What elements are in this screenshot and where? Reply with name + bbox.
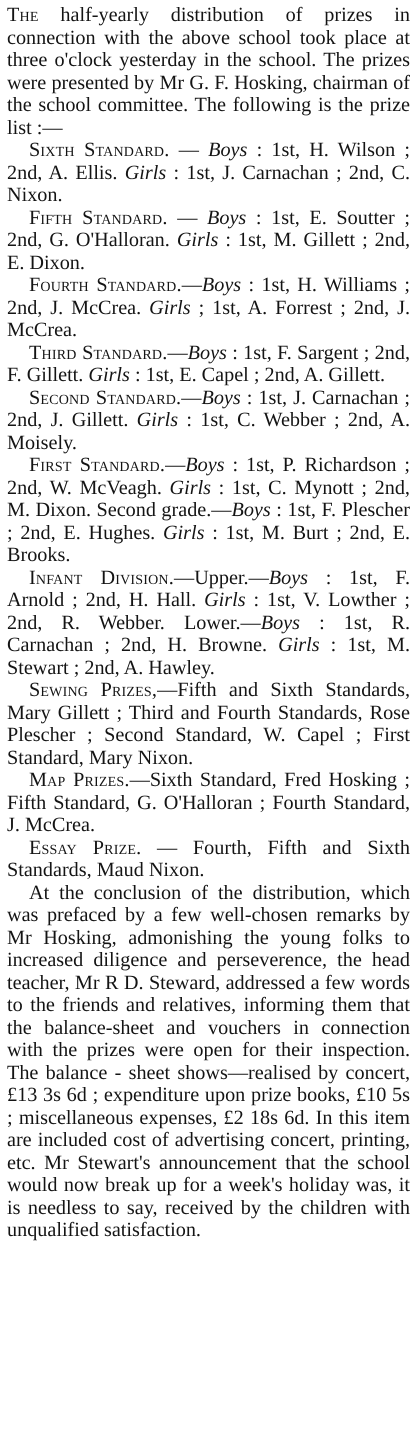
map-prizes-text: —Sixth Standard, Fred Hosking ; Fifth Standard, G. O'Halloran ; Fourth Standard, J. McCrea.	[7, 769, 410, 836]
infant-lower-boys-label: Boys	[260, 611, 300, 634]
fifth-girls-label: Girls	[176, 229, 219, 251]
intro-paragraph	[7, 4, 410, 139]
sewing-prizes-paragraph	[7, 679, 410, 769]
sixth-girls-label: Girls	[124, 161, 167, 184]
infant-division-heading: Infant Division.	[29, 566, 174, 589]
third-standard-heading: Third Standard.	[29, 341, 168, 364]
intro-lead-word: The	[7, 4, 39, 26]
infant-upper-boys-list: : 1st, F. Arnold ; 2nd, H. Hall.	[7, 566, 410, 611]
second-standard-paragraph	[7, 387, 410, 455]
second-standard-heading: Second Standard.	[29, 386, 182, 409]
infant-lower-girls-label: Girls	[278, 634, 320, 656]
first-standard-paragraph	[7, 454, 410, 567]
fifth-standard-dash: —	[167, 206, 208, 229]
map-prizes-paragraph	[7, 769, 410, 837]
essay-prize-heading: Essay Prize.	[29, 836, 142, 859]
sixth-boys-label: Boys	[208, 139, 248, 161]
fifth-boys-label: Boys	[207, 206, 247, 229]
map-prizes-heading: Map Prizes.	[29, 769, 130, 791]
fifth-girls-list: : 1st, M. Gillett ; 2nd, E. Dixon.	[7, 229, 410, 274]
essay-prize-paragraph	[7, 837, 410, 882]
third-standard-paragraph	[7, 342, 410, 387]
second-standard-dash: —	[181, 386, 202, 409]
second-grade-boys-list: : 1st, F. Plescher ; 2nd, E. Hughes.	[7, 499, 410, 544]
second-boys-list: : 1st, J. Carnachan ; 2nd, J. Gillett.	[7, 386, 410, 431]
infant-upper-boys-label: Boys	[268, 566, 309, 589]
infant-upper-girls-label: Girls	[204, 589, 246, 611]
fourth-boys-list: : 1st, H. Williams ; 2nd, J. McCrea.	[7, 274, 410, 319]
first-standard-heading: First Standard.	[29, 454, 166, 476]
second-boys-label: Boys	[201, 386, 241, 409]
infant-upper-label: —Upper.—	[174, 566, 269, 589]
infant-division-paragraph	[7, 567, 410, 680]
sixth-standard-paragraph	[7, 139, 410, 207]
sewing-prizes-text: —Fifth and Sixth Standards, Mary Gillett ; Third and Fourth Standards, Rose Plescher ; Second Standard, W. Capel ; First Standard, Mary Nixon.	[7, 679, 410, 769]
second-grade-boys-label: Boys	[231, 499, 271, 521]
first-girls-list: : 1st, C. Mynott ; 2nd, M. Dixon. Second grade.—	[7, 476, 410, 521]
infant-lower-boys-list: : 1st, R. Carnachan ; 2nd, H. Browne.	[7, 611, 410, 656]
infant-lower-girls-list: : 1st, M. Stewart ; 2nd, A. Hawley.	[7, 634, 410, 679]
first-girls-label: Girls	[169, 476, 212, 499]
essay-prize-text: — Fourth, Fifth and Sixth Standards, Maud Nixon.	[7, 836, 410, 881]
sewing-prizes-heading: Sewing Prizes,	[29, 679, 158, 701]
third-boys-list: : 1st, F. Sargent ; 2nd, F. Gillett.	[7, 341, 410, 386]
first-boys-list: : 1st, P. Richardson ; 2nd, W. McVeagh.	[7, 454, 410, 499]
intro-text: half-yearly distribution of prizes in connection with the above school took place at three o'clock yesterday in the school. The prizes were presented by Mr G. F. Hosking, chairman of the school committee. The following is the prize list :—	[7, 4, 410, 139]
third-girls-list: : 1st, E. Capel ; 2nd, A. Gillett.	[129, 364, 386, 386]
closing-paragraph: At the conclusion of the distribution, which was prefaced by a few well-chosen remarks by Mr Hosking, admonishing the young folks to increased diligence and perseverence, the head teacher, Mr R D. Steward, addressed a few words to the friends and relatives, informing them that the balance-sheet and vouchers in connection with the prizes were open for their inspection. The balance - sheet shows—realised by concert, £13 3s 6d ; expenditure upon prize books, £10 5s ; miscellaneous expenses, £2 18s 6d. In this item are included cost of advertising concert, printing, etc. Mr Stewart's announcement that the school would now break up for a week's holiday was, it is needless to say, received by the children with unqualified satisfaction.	[7, 881, 410, 1241]
fifth-standard-paragraph	[7, 207, 410, 275]
infant-upper-girls-list: : 1st, V. Lowther ; 2nd, R. Webber. Lower.—	[7, 589, 411, 634]
fourth-standard-dash: —	[181, 274, 202, 296]
second-girls-list: : 1st, C. Webber ; 2nd, A. Moisely.	[7, 409, 410, 454]
second-grade-girls-label: Girls	[162, 521, 205, 544]
third-girls-label: Girls	[88, 364, 130, 386]
fifth-standard-heading: Fifth Standard.	[29, 206, 168, 229]
first-boys-label: Boys	[185, 454, 225, 476]
third-standard-dash: —	[167, 341, 188, 364]
sixth-standard-heading: Sixth Standard.	[29, 139, 170, 161]
second-grade-girls-list: : 1st, M. Burt ; 2nd, E. Brooks.	[7, 521, 410, 566]
fourth-girls-label: Girls	[149, 296, 191, 319]
fourth-standard-heading: Fourth Standard.	[29, 274, 182, 296]
fourth-standard-paragraph	[7, 274, 410, 342]
first-standard-dash: —	[165, 454, 186, 476]
third-boys-label: Boys	[187, 341, 227, 364]
sixth-standard-dash: —	[169, 139, 209, 161]
fifth-boys-list: : 1st, E. Soutter ; 2nd, G. O'Halloran.	[7, 206, 410, 251]
second-girls-label: Girls	[136, 409, 179, 431]
fourth-boys-label: Boys	[201, 274, 242, 296]
sixth-girls-list: : 1st, J. Carnachan ; 2nd, C. Nixon.	[7, 161, 410, 206]
fourth-girls-list: ; 1st, A. Forrest ; 2nd, J. McCrea.	[7, 296, 410, 341]
sixth-boys-list: : 1st, H. Wilson ; 2nd, A. Ellis.	[7, 139, 411, 184]
